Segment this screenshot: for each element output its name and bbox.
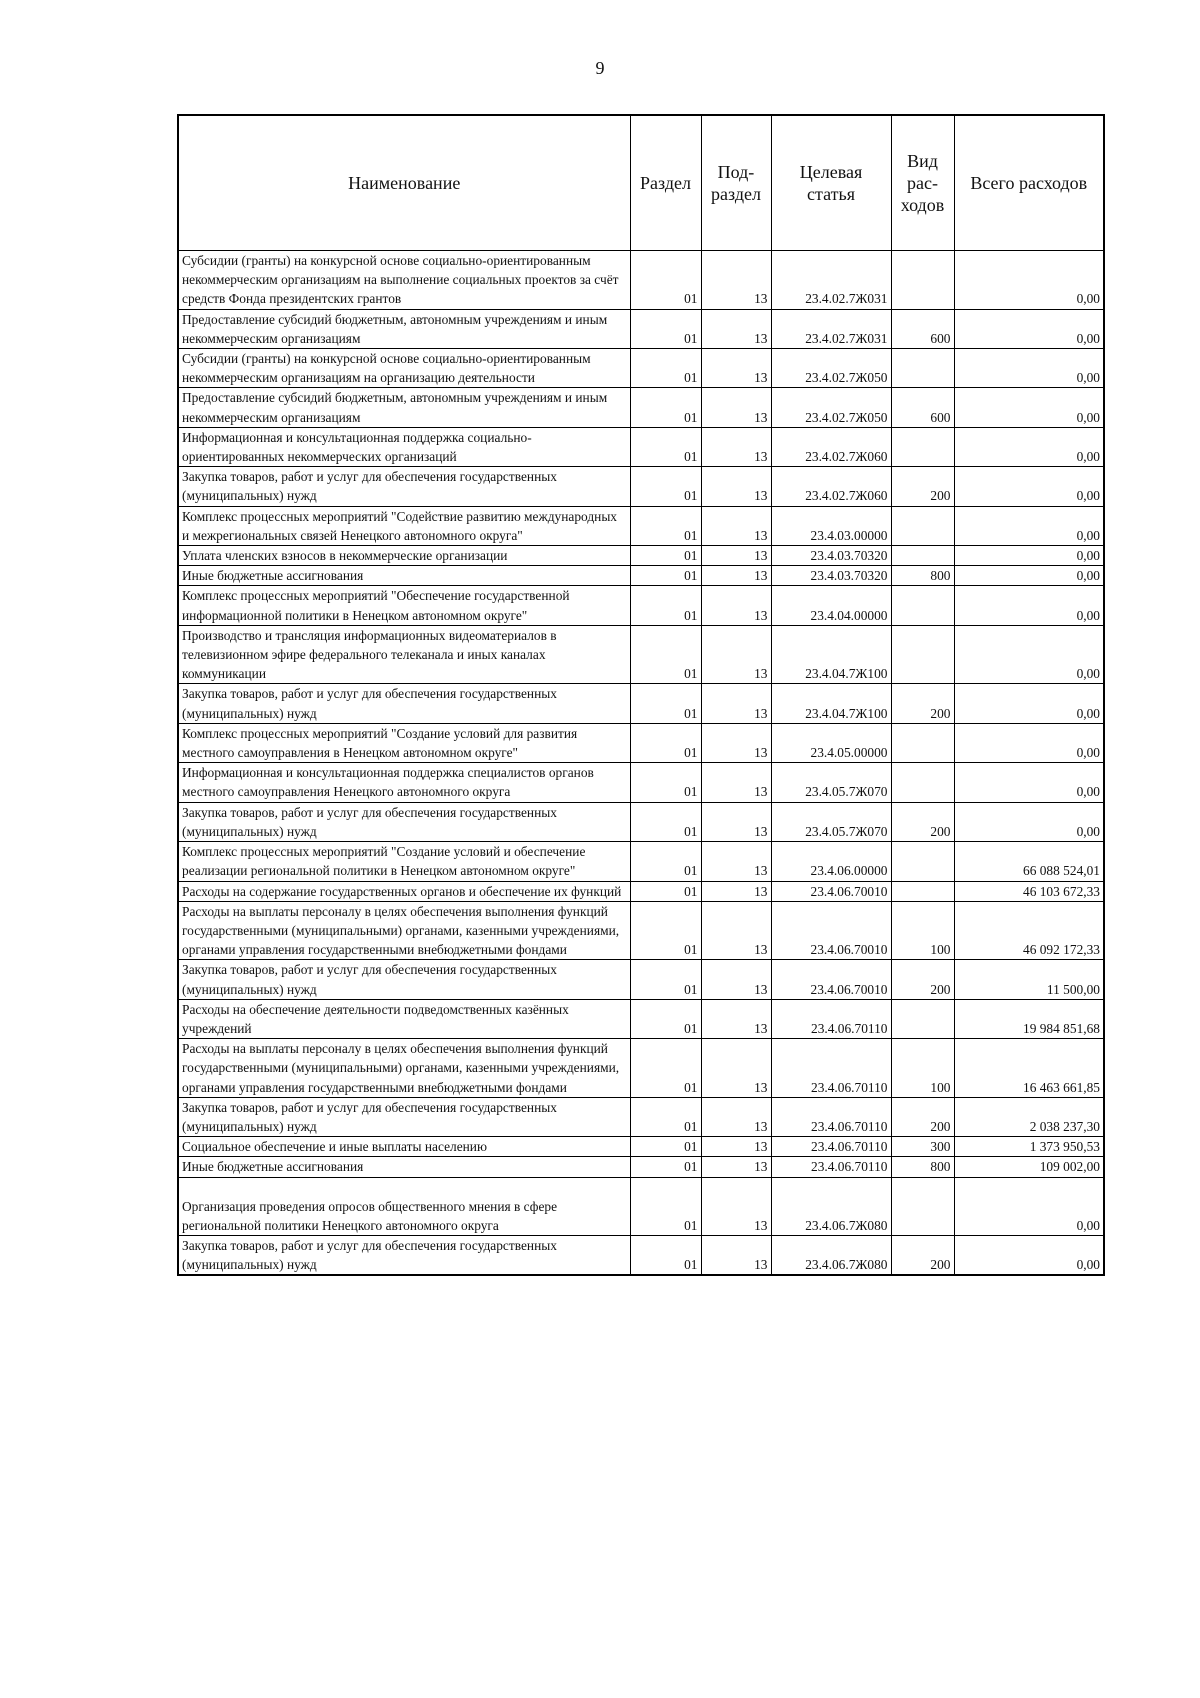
table-row	[178, 684, 1104, 723]
cell-total: 0,00	[954, 625, 1104, 684]
cell-razdel: 01	[630, 723, 701, 762]
cell-razdel: 01	[630, 566, 701, 586]
header-target: Целевая статья	[771, 115, 891, 251]
table-row	[178, 960, 1104, 999]
cell-vid: 100	[891, 1039, 954, 1098]
cell-name: Иные бюджетные ассигнования	[178, 1157, 630, 1177]
cell-vid	[891, 546, 954, 566]
cell-razdel: 01	[630, 309, 701, 348]
cell-target: 23.4.02.7Ж050	[771, 388, 891, 427]
cell-name: Комплекс процессных мероприятий "Содействие развитию международных и межрегиональных связей Ненецкого автономного округа"	[178, 506, 630, 545]
cell-name: Закупка товаров, работ и услуг для обеспечения государственных (муниципальных) нужд	[178, 960, 630, 999]
cell-vid: 600	[891, 388, 954, 427]
cell-vid	[891, 586, 954, 625]
table-row	[178, 1157, 1104, 1177]
cell-name: Закупка товаров, работ и услуг для обеспечения государственных (муниципальных) нужд	[178, 802, 630, 841]
cell-vid	[891, 842, 954, 881]
cell-target: 23.4.02.7Ж060	[771, 427, 891, 466]
table-row	[178, 802, 1104, 841]
cell-total: 11 500,00	[954, 960, 1104, 999]
cell-razdel: 01	[630, 427, 701, 466]
cell-podrazdel: 13	[701, 586, 771, 625]
cell-podrazdel: 13	[701, 901, 771, 960]
cell-name: Комплекс процессных мероприятий "Создание условий для развития местного самоуправления в Ненецком автономном округе"	[178, 723, 630, 762]
cell-podrazdel: 13	[701, 763, 771, 802]
table-row	[178, 251, 1104, 310]
cell-podrazdel: 13	[701, 684, 771, 723]
cell-vid: 200	[891, 684, 954, 723]
table-row	[178, 625, 1104, 684]
cell-name: Информационная и консультационная поддержка социально-ориентированных некоммерческих организаций	[178, 427, 630, 466]
cell-target: 23.4.06.70110	[771, 1039, 891, 1098]
cell-total: 46 103 672,33	[954, 881, 1104, 901]
cell-name: Закупка товаров, работ и услуг для обеспечения государственных (муниципальных) нужд	[178, 467, 630, 506]
cell-total: 0,00	[954, 251, 1104, 310]
cell-name: Иные бюджетные ассигнования	[178, 566, 630, 586]
cell-target: 23.4.06.7Ж080	[771, 1235, 891, 1275]
cell-total: 0,00	[954, 506, 1104, 545]
cell-target: 23.4.04.7Ж100	[771, 684, 891, 723]
cell-vid	[891, 349, 954, 388]
cell-total: 0,00	[954, 723, 1104, 762]
cell-target: 23.4.03.70320	[771, 546, 891, 566]
cell-name: Предоставление субсидий бюджетным, автономным учреждениям и иным некоммерческим организациям	[178, 309, 630, 348]
cell-name: Социальное обеспечение и иные выплаты населению	[178, 1137, 630, 1157]
table-row	[178, 1039, 1104, 1098]
cell-vid	[891, 427, 954, 466]
table-row	[178, 1235, 1104, 1275]
cell-name: Субсидии (гранты) на конкурсной основе социально-ориентированным некоммерческим организациям на организацию деятельности	[178, 349, 630, 388]
cell-total: 0,00	[954, 586, 1104, 625]
cell-podrazdel: 13	[701, 566, 771, 586]
cell-vid	[891, 506, 954, 545]
cell-vid	[891, 763, 954, 802]
cell-podrazdel: 13	[701, 802, 771, 841]
cell-razdel: 01	[630, 960, 701, 999]
cell-total: 0,00	[954, 763, 1104, 802]
cell-podrazdel: 13	[701, 546, 771, 566]
header-vid: Вид рас- ходов	[891, 115, 954, 251]
cell-razdel: 01	[630, 546, 701, 566]
cell-razdel: 01	[630, 1097, 701, 1136]
cell-total: 66 088 524,01	[954, 842, 1104, 881]
cell-razdel: 01	[630, 842, 701, 881]
cell-vid	[891, 881, 954, 901]
cell-razdel: 01	[630, 1235, 701, 1275]
cell-target: 23.4.06.70010	[771, 901, 891, 960]
cell-target: 23.4.06.70110	[771, 1137, 891, 1157]
cell-total: 0,00	[954, 388, 1104, 427]
cell-name: Субсидии (гранты) на конкурсной основе социально-ориентированным некоммерческим организациям на выполнение социальных проектов за счёт средств Фонда президентских грантов	[178, 251, 630, 310]
cell-vid: 200	[891, 467, 954, 506]
cell-name: Расходы на обеспечение деятельности подведомственных казённых учреждений	[178, 999, 630, 1038]
cell-razdel: 01	[630, 467, 701, 506]
table-row	[178, 566, 1104, 586]
budget-table	[177, 114, 1105, 1276]
cell-target: 23.4.02.7Ж060	[771, 467, 891, 506]
cell-name: Предоставление субсидий бюджетным, автономным учреждениям и иным некоммерческим организациям	[178, 388, 630, 427]
table-header-row	[178, 115, 1104, 251]
table-row	[178, 427, 1104, 466]
cell-podrazdel: 13	[701, 842, 771, 881]
table-body	[178, 251, 1104, 1276]
cell-name: Уплата членских взносов в некоммерческие организации	[178, 546, 630, 566]
table-row	[178, 1097, 1104, 1136]
cell-vid: 200	[891, 960, 954, 999]
cell-name: Расходы на содержание государственных органов и обеспечение их функций	[178, 881, 630, 901]
cell-vid	[891, 251, 954, 310]
cell-target: 23.4.05.00000	[771, 723, 891, 762]
cell-vid: 800	[891, 1157, 954, 1177]
cell-razdel: 01	[630, 763, 701, 802]
header-podrazdel: Под- раздел	[701, 115, 771, 251]
cell-podrazdel: 13	[701, 1137, 771, 1157]
cell-total: 0,00	[954, 467, 1104, 506]
cell-vid: 600	[891, 309, 954, 348]
cell-podrazdel: 13	[701, 1039, 771, 1098]
cell-podrazdel: 13	[701, 723, 771, 762]
cell-total: 0,00	[954, 566, 1104, 586]
table-row	[178, 467, 1104, 506]
cell-target: 23.4.02.7Ж050	[771, 349, 891, 388]
cell-target: 23.4.06.70110	[771, 1157, 891, 1177]
cell-vid	[891, 1177, 954, 1235]
table-row	[178, 586, 1104, 625]
cell-name: Комплекс процессных мероприятий "Обеспечение государственной информационной политики в Ненецком автономном округе"	[178, 586, 630, 625]
table-row	[178, 1137, 1104, 1157]
cell-razdel: 01	[630, 684, 701, 723]
cell-total: 0,00	[954, 684, 1104, 723]
cell-podrazdel: 13	[701, 506, 771, 545]
cell-name: Расходы на выплаты персоналу в целях обеспечения выполнения функций государственными (муниципальными) органами, казенными учреждениями, органами управления государственными внебюджетными фондами	[178, 1039, 630, 1098]
cell-podrazdel: 13	[701, 427, 771, 466]
cell-total: 19 984 851,68	[954, 999, 1104, 1038]
cell-razdel: 01	[630, 881, 701, 901]
table-row	[178, 388, 1104, 427]
cell-podrazdel: 13	[701, 251, 771, 310]
cell-total: 2 038 237,30	[954, 1097, 1104, 1136]
cell-target: 23.4.06.70110	[771, 1097, 891, 1136]
cell-podrazdel: 13	[701, 999, 771, 1038]
cell-podrazdel: 13	[701, 1177, 771, 1235]
cell-podrazdel: 13	[701, 625, 771, 684]
cell-name: Закупка товаров, работ и услуг для обеспечения государственных (муниципальных) нужд	[178, 1097, 630, 1136]
cell-razdel: 01	[630, 802, 701, 841]
cell-target: 23.4.06.70010	[771, 881, 891, 901]
cell-total: 16 463 661,85	[954, 1039, 1104, 1098]
cell-total: 109 002,00	[954, 1157, 1104, 1177]
cell-total: 1 373 950,53	[954, 1137, 1104, 1157]
table-row	[178, 901, 1104, 960]
page-number: 9	[595, 58, 605, 78]
cell-razdel: 01	[630, 388, 701, 427]
table-row	[178, 1177, 1104, 1235]
cell-target: 23.4.06.7Ж080	[771, 1177, 891, 1235]
table-row	[178, 309, 1104, 348]
cell-podrazdel: 13	[701, 467, 771, 506]
cell-name: Расходы на выплаты персоналу в целях обеспечения выполнения функций государственными (муниципальными) органами, казенными учреждениями, органами управления государственными внебюджетными фондами	[178, 901, 630, 960]
cell-name: Производство и трансляция информационных видеоматериалов в телевизионном эфире федерального телеканала и иных каналах коммуникации	[178, 625, 630, 684]
cell-total: 0,00	[954, 1177, 1104, 1235]
cell-podrazdel: 13	[701, 1157, 771, 1177]
table-row	[178, 881, 1104, 901]
cell-total: 0,00	[954, 546, 1104, 566]
cell-target: 23.4.02.7Ж031	[771, 309, 891, 348]
cell-target: 23.4.06.70110	[771, 999, 891, 1038]
cell-name: Закупка товаров, работ и услуг для обеспечения государственных (муниципальных) нужд	[178, 1235, 630, 1275]
cell-razdel: 01	[630, 625, 701, 684]
table-row	[178, 349, 1104, 388]
header-total: Всего расходов	[954, 115, 1104, 251]
cell-razdel: 01	[630, 1177, 701, 1235]
cell-podrazdel: 13	[701, 349, 771, 388]
cell-target: 23.4.05.7Ж070	[771, 802, 891, 841]
table-row	[178, 842, 1104, 881]
cell-vid: 800	[891, 566, 954, 586]
cell-razdel: 01	[630, 1137, 701, 1157]
cell-podrazdel: 13	[701, 1235, 771, 1275]
table-row	[178, 763, 1104, 802]
cell-total: 0,00	[954, 427, 1104, 466]
cell-vid: 100	[891, 901, 954, 960]
cell-podrazdel: 13	[701, 1097, 771, 1136]
cell-podrazdel: 13	[701, 309, 771, 348]
table-row	[178, 723, 1104, 762]
table-row	[178, 546, 1104, 566]
cell-name: Организация проведения опросов общественного мнения в сфере региональной политики Ненецкого автономного округа	[178, 1177, 630, 1235]
cell-vid: 200	[891, 1097, 954, 1136]
cell-podrazdel: 13	[701, 960, 771, 999]
cell-target: 23.4.04.00000	[771, 586, 891, 625]
cell-target: 23.4.05.7Ж070	[771, 763, 891, 802]
cell-vid: 300	[891, 1137, 954, 1157]
cell-razdel: 01	[630, 349, 701, 388]
cell-vid	[891, 723, 954, 762]
cell-razdel: 01	[630, 901, 701, 960]
cell-razdel: 01	[630, 586, 701, 625]
cell-target: 23.4.02.7Ж031	[771, 251, 891, 310]
cell-name: Комплекс процессных мероприятий "Создание условий и обеспечение реализации региональной политики в Ненецком автономном округе"	[178, 842, 630, 881]
table-row	[178, 506, 1104, 545]
cell-name: Информационная и консультационная поддержка специалистов органов местного самоуправления Ненецкого автономного округа	[178, 763, 630, 802]
cell-target: 23.4.04.7Ж100	[771, 625, 891, 684]
cell-razdel: 01	[630, 506, 701, 545]
cell-target: 23.4.03.70320	[771, 566, 891, 586]
cell-razdel: 01	[630, 999, 701, 1038]
cell-podrazdel: 13	[701, 881, 771, 901]
cell-total: 0,00	[954, 309, 1104, 348]
cell-podrazdel: 13	[701, 388, 771, 427]
cell-name: Закупка товаров, работ и услуг для обеспечения государственных (муниципальных) нужд	[178, 684, 630, 723]
cell-vid: 200	[891, 802, 954, 841]
header-razdel: Раздел	[630, 115, 701, 251]
cell-total: 0,00	[954, 349, 1104, 388]
table-row	[178, 999, 1104, 1038]
cell-vid: 200	[891, 1235, 954, 1275]
cell-total: 0,00	[954, 1235, 1104, 1275]
cell-vid	[891, 625, 954, 684]
header-name: Наименование	[178, 115, 630, 251]
cell-razdel: 01	[630, 1157, 701, 1177]
cell-razdel: 01	[630, 251, 701, 310]
cell-target: 23.4.06.70010	[771, 960, 891, 999]
cell-total: 46 092 172,33	[954, 901, 1104, 960]
cell-target: 23.4.03.00000	[771, 506, 891, 545]
cell-target: 23.4.06.00000	[771, 842, 891, 881]
cell-razdel: 01	[630, 1039, 701, 1098]
cell-vid	[891, 999, 954, 1038]
cell-total: 0,00	[954, 802, 1104, 841]
